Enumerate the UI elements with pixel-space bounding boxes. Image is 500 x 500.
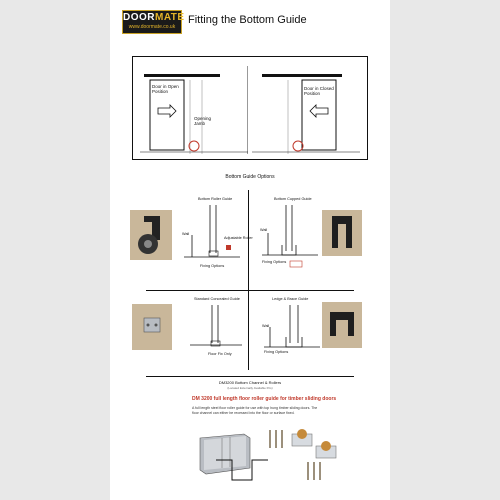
options-horizontal-divider bbox=[146, 290, 354, 291]
opening-jamb-label: Opening Jamb bbox=[194, 116, 212, 126]
cupped-fixing-label: Fixing Options bbox=[262, 260, 287, 264]
ledge-fixing-label: Fixing Options bbox=[264, 350, 289, 354]
logo-word-door: DOOR bbox=[123, 12, 155, 23]
closed-position-label: Door in Closed Position bbox=[304, 86, 334, 96]
channel-title: DM3200 Bottom Channel & Rollers bbox=[218, 380, 282, 385]
options-bottom-divider bbox=[146, 376, 354, 377]
document-sheet bbox=[110, 0, 390, 500]
roller-guide-icon bbox=[130, 210, 172, 260]
roller-guide-title: Bottom Roller Guide bbox=[198, 197, 233, 201]
channel-red-heading: DM 3200 full length floor roller guide for timber sliding doors bbox=[192, 396, 337, 402]
cupped-wall-label: Wall bbox=[260, 228, 268, 232]
logo-wordmark bbox=[123, 12, 185, 23]
ledge-guide-icon bbox=[322, 302, 362, 348]
open-position-label: Door in Open Position bbox=[152, 84, 179, 94]
channel-description: A full length steel floor roller guide for use with top hung timber sliding doors. The floor channel can either be recessed into the floor or surface fixed. bbox=[192, 406, 318, 415]
fixing-screws-image-2 bbox=[304, 460, 328, 484]
roller-fixing-label: Fixing Options bbox=[200, 264, 225, 268]
ledge-guide-title: Ledge & Brace Guide bbox=[272, 297, 309, 301]
roller-wall-label: Wall bbox=[182, 232, 190, 236]
logo-url: www.doormate.co.uk bbox=[128, 24, 176, 30]
ledge-wall-label: Wall bbox=[262, 324, 270, 328]
concealed-guide-icon bbox=[132, 304, 172, 350]
options-title: Bottom Guide Options bbox=[225, 174, 275, 180]
closed-position-drawing bbox=[252, 66, 362, 156]
channel-profile-drawing bbox=[212, 456, 272, 496]
doormate-logo bbox=[122, 10, 185, 34]
channel-subtitle: (Located Externally Available Pcs) bbox=[227, 386, 273, 390]
options-vertical-divider bbox=[248, 190, 249, 370]
concealed-guide-title: Standard Concealed Guide bbox=[194, 297, 240, 301]
concealed-floor-label: Floor Fix Only bbox=[208, 352, 232, 356]
cupped-guide-icon bbox=[322, 210, 362, 256]
cupped-guide-drawing bbox=[260, 205, 320, 275]
concealed-guide-drawing bbox=[186, 305, 246, 365]
page-title: Fitting the Bottom Guide bbox=[188, 14, 307, 26]
cupped-guide-title: Bottom Cupped Guide bbox=[274, 197, 312, 201]
logo-word-mate: MATE bbox=[155, 12, 185, 23]
open-position-drawing bbox=[140, 66, 250, 156]
roller-adjust-label: Adjustable Roller bbox=[224, 236, 253, 240]
ledge-guide-drawing bbox=[262, 305, 322, 365]
